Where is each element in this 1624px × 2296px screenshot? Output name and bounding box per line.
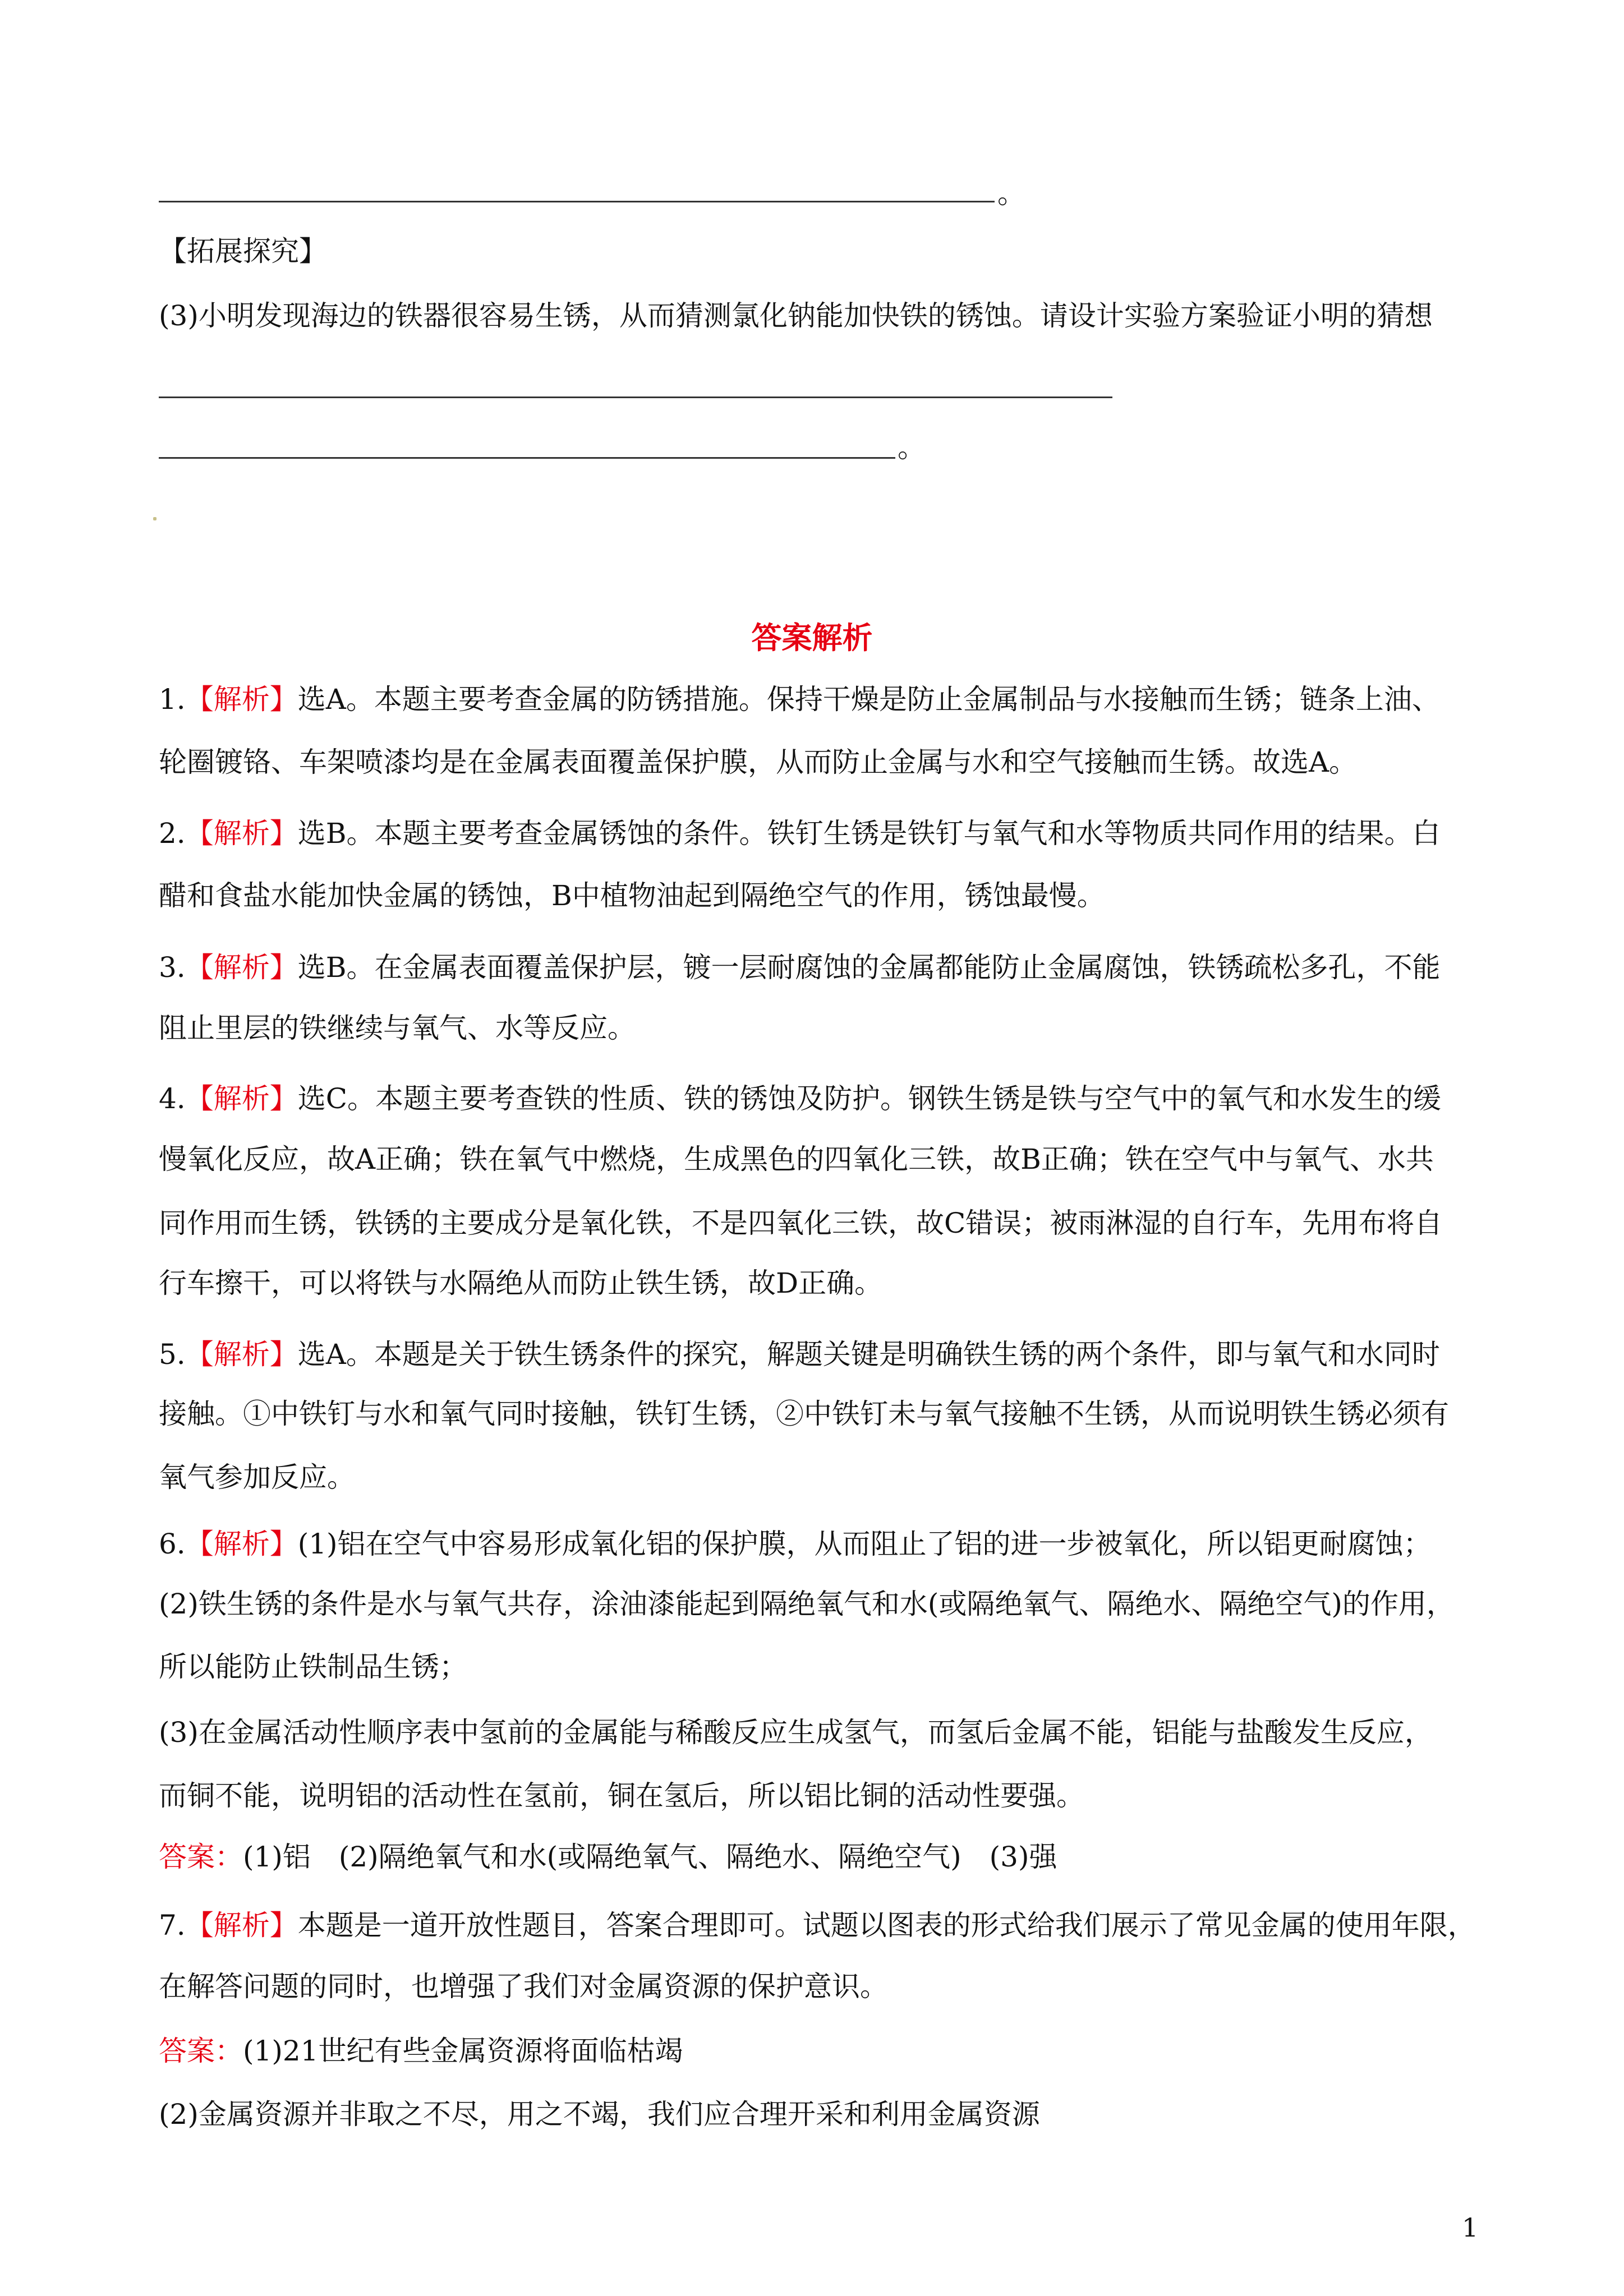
- answer-text: 选B。本题主要考查金属锈蚀的条件。铁钉生锈是铁钉与氧气和水等物质共同作用的结果。白: [297, 817, 1441, 850]
- item-number: 6.: [159, 1528, 186, 1560]
- answer-text: 选A。本题主要考查金属的防锈措施。保持干燥是防止金属制品与水接触而生锈；链条上油、: [297, 683, 1440, 716]
- section-label: 【拓展探究】: [159, 235, 327, 268]
- answer-label: 答案：: [159, 2035, 243, 2067]
- answer-4-line-4: 行车擦干，可以将铁与水隔绝从而防止铁生锈，故D正确。: [159, 1267, 883, 1299]
- answer-blank-line: [159, 397, 1112, 398]
- end-mark: 。: [898, 431, 926, 464]
- analysis-tag: 【解析】: [185, 817, 298, 850]
- answer-blank-line: [159, 201, 995, 202]
- analysis-tag: 【解析】: [185, 683, 298, 716]
- answer-text: 选B。在金属表面覆盖保护层，镀一层耐腐蚀的金属都能防止金属腐蚀，铁锈疏松多孔，不能: [297, 951, 1441, 984]
- answer-text: 本题是一道开放性题目，答案合理即可。试题以图表的形式给我们展示了常见金属的使用年限，: [297, 1909, 1476, 1942]
- section-title: 答案解析: [751, 620, 873, 656]
- answer-4-line-2: 慢氧化反应，故A正确；铁在氧气中燃烧，生成黑色的四氧化三铁，故B正确；铁在空气中与氧气、水共: [159, 1143, 1434, 1175]
- end-mark: 。: [997, 177, 1025, 210]
- answer-4-line-1: [159, 1079, 1441, 1118]
- analysis-tag: 【解析】: [185, 1528, 298, 1560]
- item-number: 3.: [159, 951, 186, 984]
- item-number: 5.: [159, 1338, 186, 1371]
- question-3: (3)小明发现海边的铁器很容易生锈，从而猜测氯化钠能加快铁的锈蚀。请设计实验方案验证小明的猜想: [159, 299, 1433, 332]
- answer-label: 答案：: [159, 1841, 243, 1873]
- answer-5-line-3: 氧气参加反应。: [159, 1461, 355, 1493]
- answer-1-line-1: [159, 680, 1440, 719]
- answer-7-line-2: 在解答问题的同时，也增强了我们对金属资源的保护意识。: [159, 1970, 888, 2003]
- answer-2-line-1: [159, 814, 1440, 853]
- analysis-tag: 【解析】: [185, 951, 298, 984]
- item-number: 4.: [159, 1082, 186, 1115]
- answer-2-line-2: 醋和食盐水能加快金属的锈蚀，B中植物油起到隔绝空气的作用，锈蚀最慢。: [159, 879, 1105, 912]
- page-number: 1: [1462, 2212, 1479, 2243]
- answer-6-final: [159, 1837, 1057, 1877]
- answer-5-line-2: 接触。①中铁钉与水和氧气同时接触，铁钉生锈，②中铁钉未与氧气接触不生锈，从而说明铁生锈必须有: [159, 1398, 1449, 1430]
- answer-6-line-1: [159, 1524, 1432, 1564]
- analysis-tag: 【解析】: [185, 1338, 298, 1371]
- answer-4-line-3: 同作用而生锈，铁锈的主要成分是氧化铁，不是四氧化三铁，故C错误；被雨淋湿的自行车，先用布将自: [159, 1207, 1443, 1239]
- item-number: 2.: [159, 817, 186, 850]
- answer-text: 选C。本题主要考查铁的性质、铁的锈蚀及防护。钢铁生锈是铁与空气中的氧气和水发生的缓: [297, 1082, 1441, 1115]
- answer-3-line-2: 阻止里层的铁继续与氧气、水等反应。: [159, 1012, 636, 1044]
- answer-blank-line: [159, 457, 895, 459]
- answer-6-line-5: 而铜不能，说明铝的活动性在氢前，铜在氢后，所以铝比铜的活动性要强。: [159, 1779, 1084, 1812]
- answer-5-line-1: [159, 1335, 1440, 1374]
- answer-text: (1)铝 (2)隔绝氧气和水(或隔绝氧气、隔绝水、隔绝空气) (3)强: [243, 1841, 1057, 1873]
- answer-6-line-4: (3)在金属活动性顺序表中氢前的金属能与稀酸反应生成氢气，而氢后金属不能，铝能与盐酸发生反应，: [159, 1716, 1433, 1749]
- item-number: 1.: [159, 683, 186, 716]
- analysis-tag: 【解析】: [185, 1909, 298, 1942]
- answer-6-line-3: 所以能防止铁制品生锈；: [159, 1650, 467, 1683]
- answer-7-final-2: (2)金属资源并非取之不尽，用之不竭，我们应合理开采和利用金属资源: [159, 2098, 1040, 2131]
- answer-text: (1)21世纪有些金属资源将面临枯竭: [243, 2035, 683, 2067]
- item-number: 7.: [159, 1909, 186, 1942]
- answer-6-line-2: (2)铁生锈的条件是水与氧气共存，涂油漆能起到隔绝氧气和水(或隔绝氧气、隔绝水、隔绝空气)的作用，: [159, 1588, 1455, 1620]
- answer-7-line-1: [159, 1906, 1476, 1945]
- answer-7-final: [159, 2031, 683, 2071]
- answer-1-line-2: 轮圈镀铬、车架喷漆均是在金属表面覆盖保护膜，从而防止金属与水和空气接触而生锈。故选A。: [159, 746, 1358, 778]
- analysis-tag: 【解析】: [185, 1082, 298, 1115]
- stray-mark: [153, 517, 157, 520]
- answer-text: 选A。本题是关于铁生锈条件的探究，解题关键是明确铁生锈的两个条件，即与氧气和水同时: [297, 1338, 1440, 1371]
- answer-3-line-1: [159, 948, 1440, 987]
- answer-text: (1)铝在空气中容易形成氧化铝的保护膜，从而阻止了铝的进一步被氧化，所以铝更耐腐蚀；: [297, 1528, 1432, 1560]
